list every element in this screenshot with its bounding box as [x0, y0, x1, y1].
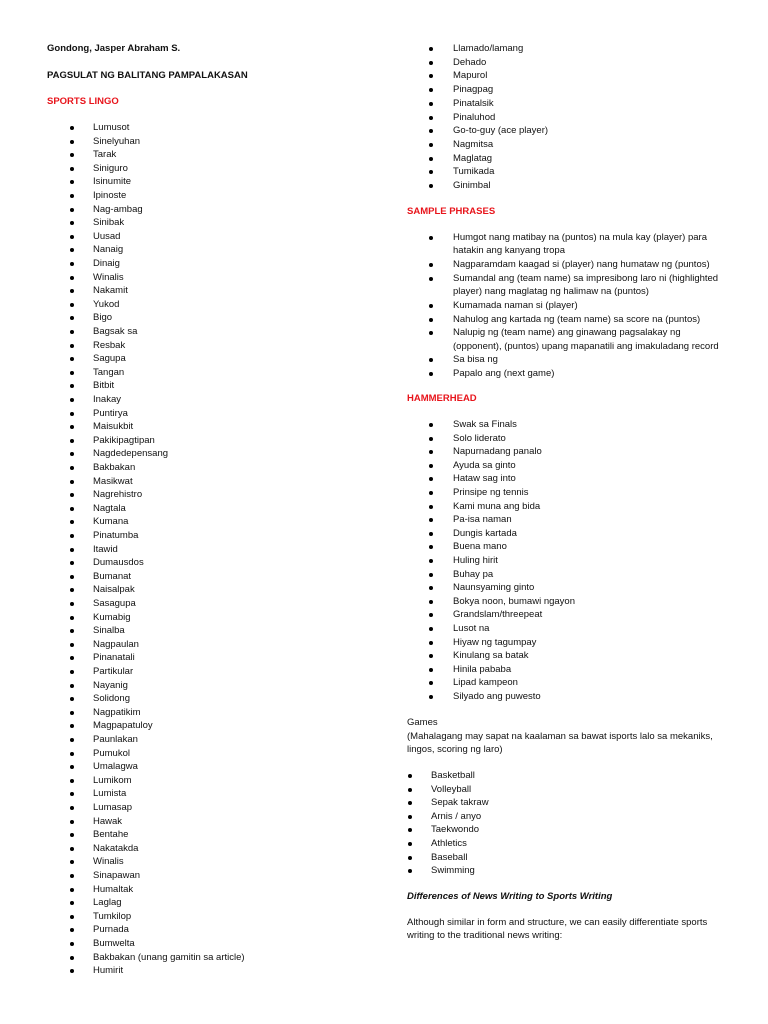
bullet-icon [429, 304, 433, 308]
list-item: Sepak takraw [431, 797, 489, 809]
list-item: Kumana [93, 516, 129, 528]
list-item: Laglag [93, 897, 122, 909]
bullet-icon [70, 425, 74, 429]
list-item: Resbak [93, 339, 126, 351]
bullet-icon [70, 738, 74, 742]
list-item: Umalagwa [93, 761, 138, 773]
list-item: Dumausdos [93, 557, 144, 569]
list-item: Pinatalsik [453, 97, 494, 109]
bullet-icon [70, 126, 74, 130]
list-item: Llamado/lamang [453, 43, 524, 54]
bullet-icon [408, 856, 412, 860]
list-item: Pakikipagtipan [93, 434, 155, 446]
list-item: Hawak [93, 815, 123, 827]
list-item: Taekwondo [431, 824, 480, 836]
bullet-icon [70, 779, 74, 783]
bullet-icon [70, 412, 74, 416]
bullet-icon [408, 828, 412, 832]
bullet-icon [429, 505, 433, 509]
list-item: Solidong [93, 693, 130, 705]
bullet-icon [70, 616, 74, 620]
bullet-icon [70, 792, 74, 796]
list-item: Partikular [93, 666, 134, 677]
bullet-icon [429, 559, 433, 563]
list-item: Puntirya [93, 407, 128, 419]
list-item: Grandslam/threepeat [453, 609, 543, 621]
list-item: Itawid [93, 543, 118, 555]
bullet-icon [429, 586, 433, 590]
list-item: Sagupa [93, 353, 126, 365]
list-item: Bumwelta [93, 938, 135, 949]
bullet-icon [70, 493, 74, 497]
list-item: Volleyball [431, 783, 472, 795]
bullet-icon [70, 684, 74, 688]
list-item: Lumikom [93, 774, 132, 786]
bullet-icon [70, 588, 74, 592]
list-item: Inakay [93, 394, 121, 405]
phrase-line: Sumandal ang (team name) sa impresibong laro ni (highlighted [453, 272, 719, 284]
bullet-icon [70, 670, 74, 674]
list-item: Ginimbal [453, 180, 491, 191]
list-item: Tarak [93, 149, 117, 161]
bullet-icon [70, 820, 74, 824]
bullet-icon [429, 129, 433, 133]
list-item: Nagtala [93, 502, 126, 514]
sports-lingo-heading: SPORTS LINGO [47, 96, 119, 107]
list-item: Mapurol [453, 70, 488, 82]
list-item: Lumasap [93, 802, 133, 813]
bullet-icon [70, 357, 74, 361]
bullet-icon [429, 491, 433, 495]
bullet-icon [429, 518, 433, 522]
phrase-line: Nalupig ng (team name) ang ginawang pagsalakay ng [453, 327, 681, 339]
bullet-icon [429, 47, 433, 51]
bullet-icon [429, 157, 433, 161]
bullet-icon [429, 236, 433, 240]
bullet-icon [70, 765, 74, 769]
bullet-icon [70, 942, 74, 946]
bullet-icon [429, 600, 433, 604]
list-item: Sinalba [93, 625, 125, 637]
bullet-icon [408, 842, 412, 846]
bullet-icon [429, 464, 433, 468]
bullet-icon [70, 833, 74, 837]
list-item: Baseball [431, 851, 468, 863]
bullet-icon [429, 184, 433, 188]
bullet-icon [70, 480, 74, 484]
phrase-line: Sa bisa ng [453, 354, 498, 366]
list-item: Humaltak [93, 883, 134, 895]
bullet-icon [70, 221, 74, 225]
bullet-icon [70, 928, 74, 932]
bullet-icon [408, 869, 412, 873]
phrase-line: Nagparamdam kaagad si (player) nang humataw ng (puntos) [453, 259, 710, 270]
bullet-icon [408, 801, 412, 805]
list-item: Sinibak [93, 217, 125, 229]
bullet-icon [70, 466, 74, 470]
bullet-icon [70, 969, 74, 973]
list-item: Paunlakan [93, 734, 138, 745]
phrase-line: player) nang maglatag ng halimaw na (puntos) [453, 286, 649, 297]
list-item: Bagsak sa [93, 326, 138, 337]
bullet-icon [70, 316, 74, 320]
bullet-icon [70, 520, 74, 524]
list-item: Hiyaw ng tagumpay [453, 636, 537, 648]
bullet-icon [70, 847, 74, 851]
bullet-icon [70, 915, 74, 919]
bullet-icon [70, 507, 74, 511]
list-item: Winalis [93, 856, 124, 868]
bullet-icon [70, 901, 74, 905]
list-item: Pinanatali [93, 652, 135, 664]
bullet-icon [429, 74, 433, 78]
list-item: Nanaig [93, 244, 124, 256]
list-item: Ayuda sa ginto [453, 459, 516, 471]
bullet-icon [429, 102, 433, 106]
games-note: (Mahalagang may sapat na kaalaman sa bawat isports lalo sa mekaniks, [407, 731, 713, 742]
bullet-icon [70, 439, 74, 443]
list-item: Pa-isa naman [453, 514, 512, 526]
bullet-icon [70, 711, 74, 715]
bullet-icon [429, 372, 433, 376]
bullet-icon [70, 602, 74, 606]
list-item: Bentahe [93, 829, 129, 841]
list-item: Nagpatikim [93, 706, 141, 718]
bullet-icon [429, 437, 433, 441]
list-item: Huling hirit [453, 555, 498, 566]
bullet-icon [70, 153, 74, 157]
list-item: Athletics [431, 838, 467, 849]
list-item: Nakamit [93, 285, 128, 297]
list-item: Nayanig [93, 679, 128, 691]
bullet-icon [429, 116, 433, 120]
list-item: Humirit [93, 965, 124, 977]
bullet-icon [429, 88, 433, 92]
differences-text: writing to the traditional news writing: [407, 930, 563, 942]
bullet-icon [70, 276, 74, 280]
bullet-icon [70, 194, 74, 198]
phrase-line: Nahulog ang kartada ng (team name) sa score na (puntos) [453, 313, 701, 325]
list-item: Kami muna ang bida [453, 500, 541, 512]
list-item: Pinatumba [93, 530, 139, 541]
list-item: Nagrehistro [93, 489, 143, 501]
games-heading: Games [407, 717, 438, 728]
list-item: Sinelyuhan [93, 135, 141, 147]
phrase-line: hatakin ang kanyang tropa [453, 245, 565, 257]
bullet-icon [70, 140, 74, 144]
list-item: Arnis / anyo [431, 810, 482, 822]
list-item: Magpapatuloy [93, 720, 153, 732]
list-item: Kinulang sa batak [453, 650, 529, 662]
list-item: Yukod [93, 298, 120, 310]
list-item: Tumkilop [93, 910, 132, 922]
phrase-line: Kumamada naman si (player) [453, 299, 578, 311]
games-note: lingos, scoring ng laro) [407, 744, 503, 756]
bullet-icon [429, 627, 433, 631]
author-name: Gondong, Jasper Abraham S. [47, 43, 181, 54]
list-item: Buena mano [453, 541, 507, 553]
list-item: Basketball [431, 770, 475, 781]
bullet-icon [429, 331, 433, 335]
list-item: Bakbakan [93, 462, 136, 473]
sample-phrases-heading: SAMPLE PHRASES [407, 206, 496, 217]
bullet-icon [70, 697, 74, 701]
bullet-icon [70, 643, 74, 647]
list-item: Buhay pa [453, 568, 494, 580]
list-item: Nakatakda [93, 842, 139, 854]
bullet-icon [429, 681, 433, 685]
list-item: Pinaluhod [453, 111, 496, 123]
bullet-icon [70, 724, 74, 728]
list-item: Bakbakan (unang gamitin sa article) [93, 951, 245, 963]
bullet-icon [429, 613, 433, 617]
list-item: Napurnadang panalo [453, 446, 542, 458]
bullet-icon [429, 358, 433, 362]
list-item: Dinaig [93, 258, 120, 269]
bullet-icon [70, 752, 74, 756]
bullet-icon [408, 815, 412, 819]
bullet-icon [70, 289, 74, 293]
list-item: Lumusot [93, 122, 130, 133]
bullet-icon [429, 573, 433, 577]
list-item: Siniguro [93, 162, 128, 174]
differences-heading: Differences of News Writing to Sports Writing [407, 891, 613, 902]
differences-text: Although similar in form and structure, we can easily differentiate sports [407, 917, 708, 928]
list-item: Dehado [453, 56, 487, 68]
bullet-icon [70, 874, 74, 878]
list-item: Naunsyaming ginto [453, 582, 535, 594]
bullet-icon [408, 774, 412, 778]
bullet-icon [429, 695, 433, 699]
bullet-icon [70, 888, 74, 892]
bullet-icon [70, 398, 74, 402]
list-item: Uusad [93, 230, 121, 242]
bullet-icon [70, 806, 74, 810]
bullet-icon [70, 303, 74, 307]
bullet-icon [429, 641, 433, 645]
bullet-icon [429, 318, 433, 322]
list-item: Sasagupa [93, 598, 136, 609]
list-item: Isinumite [93, 176, 132, 188]
bullet-icon [70, 384, 74, 388]
phrase-line: Papalo ang (next game) [453, 368, 555, 380]
list-item: Swak sa Finals [453, 419, 517, 430]
bullet-icon [70, 248, 74, 252]
list-item: Nagpaulan [93, 638, 139, 650]
phrase-line: (opponent), (puntos) upang mapanatili ang imakuladang record [453, 340, 719, 352]
bullet-icon [70, 180, 74, 184]
bullet-icon [429, 450, 433, 454]
list-item: Maglatag [453, 152, 493, 164]
list-item: Lumista [93, 788, 127, 800]
list-item: Nagdedepensang [93, 448, 169, 460]
bullet-icon [429, 654, 433, 658]
list-item: Silyado ang puwesto [453, 691, 541, 702]
bullet-icon [429, 277, 433, 281]
list-item: Winalis [93, 271, 124, 283]
phrase-line: Humgot nang matibay na (puntos) na mula kay (player) para [453, 232, 707, 243]
list-item: Swimming [431, 865, 475, 877]
list-item: Pumukol [93, 747, 130, 759]
bullet-icon [70, 548, 74, 552]
list-item: Maisukbit [93, 421, 134, 433]
list-item: Hataw sag into [453, 473, 516, 485]
bullet-icon [70, 575, 74, 579]
bullet-icon [429, 61, 433, 65]
bullet-icon [429, 263, 433, 267]
list-item: Sinapawan [93, 870, 141, 881]
bullet-icon [70, 452, 74, 456]
bullet-icon [70, 656, 74, 660]
document-title: PAGSULAT NG BALITANG PAMPALAKASAN [47, 70, 248, 81]
list-item: Purnada [93, 924, 129, 936]
list-item: Bigo [93, 312, 113, 324]
list-item: Bitbit [93, 380, 115, 392]
bullet-icon [429, 170, 433, 174]
list-item: Tangan [93, 366, 125, 378]
list-item: Bokya noon, bumawi ngayon [453, 595, 575, 607]
bullet-icon [70, 371, 74, 375]
bullet-icon [429, 423, 433, 427]
list-item: Nag-ambag [93, 203, 143, 215]
list-item: Lusot na [453, 623, 490, 634]
bullet-icon [70, 956, 74, 960]
bullet-icon [408, 788, 412, 792]
list-item: Kumabig [93, 611, 131, 623]
bullet-icon [70, 208, 74, 212]
bullet-icon [70, 561, 74, 565]
list-item: Dungis kartada [453, 527, 517, 539]
bullet-icon [429, 477, 433, 481]
bullet-icon [70, 534, 74, 538]
bullet-icon [70, 629, 74, 633]
list-item: Naisalpak [93, 584, 135, 596]
list-item: Bumanat [93, 570, 132, 582]
list-item: Solo liderato [453, 432, 506, 444]
bullet-icon [70, 330, 74, 334]
list-item: Lipad kampeon [453, 677, 518, 689]
bullet-icon [70, 344, 74, 348]
hammerhead-heading: HAMMERHEAD [407, 393, 477, 404]
list-item: Prinsipe ng tennis [453, 487, 529, 498]
list-item: Nagmitsa [453, 138, 494, 150]
bullet-icon [70, 262, 74, 266]
list-item: Hinila pababa [453, 663, 512, 675]
bullet-icon [429, 532, 433, 536]
list-item: Go-to-guy (ace player) [453, 125, 549, 137]
list-item: Tumikada [453, 166, 495, 178]
bullet-icon [429, 668, 433, 672]
bullet-icon [70, 167, 74, 171]
list-item: Ipinoste [93, 190, 127, 201]
bullet-icon [70, 860, 74, 864]
list-item: Masikwat [93, 475, 133, 487]
bullet-icon [70, 235, 74, 239]
list-item: Pinagpag [453, 84, 494, 96]
bullet-icon [429, 143, 433, 147]
bullet-icon [429, 545, 433, 549]
